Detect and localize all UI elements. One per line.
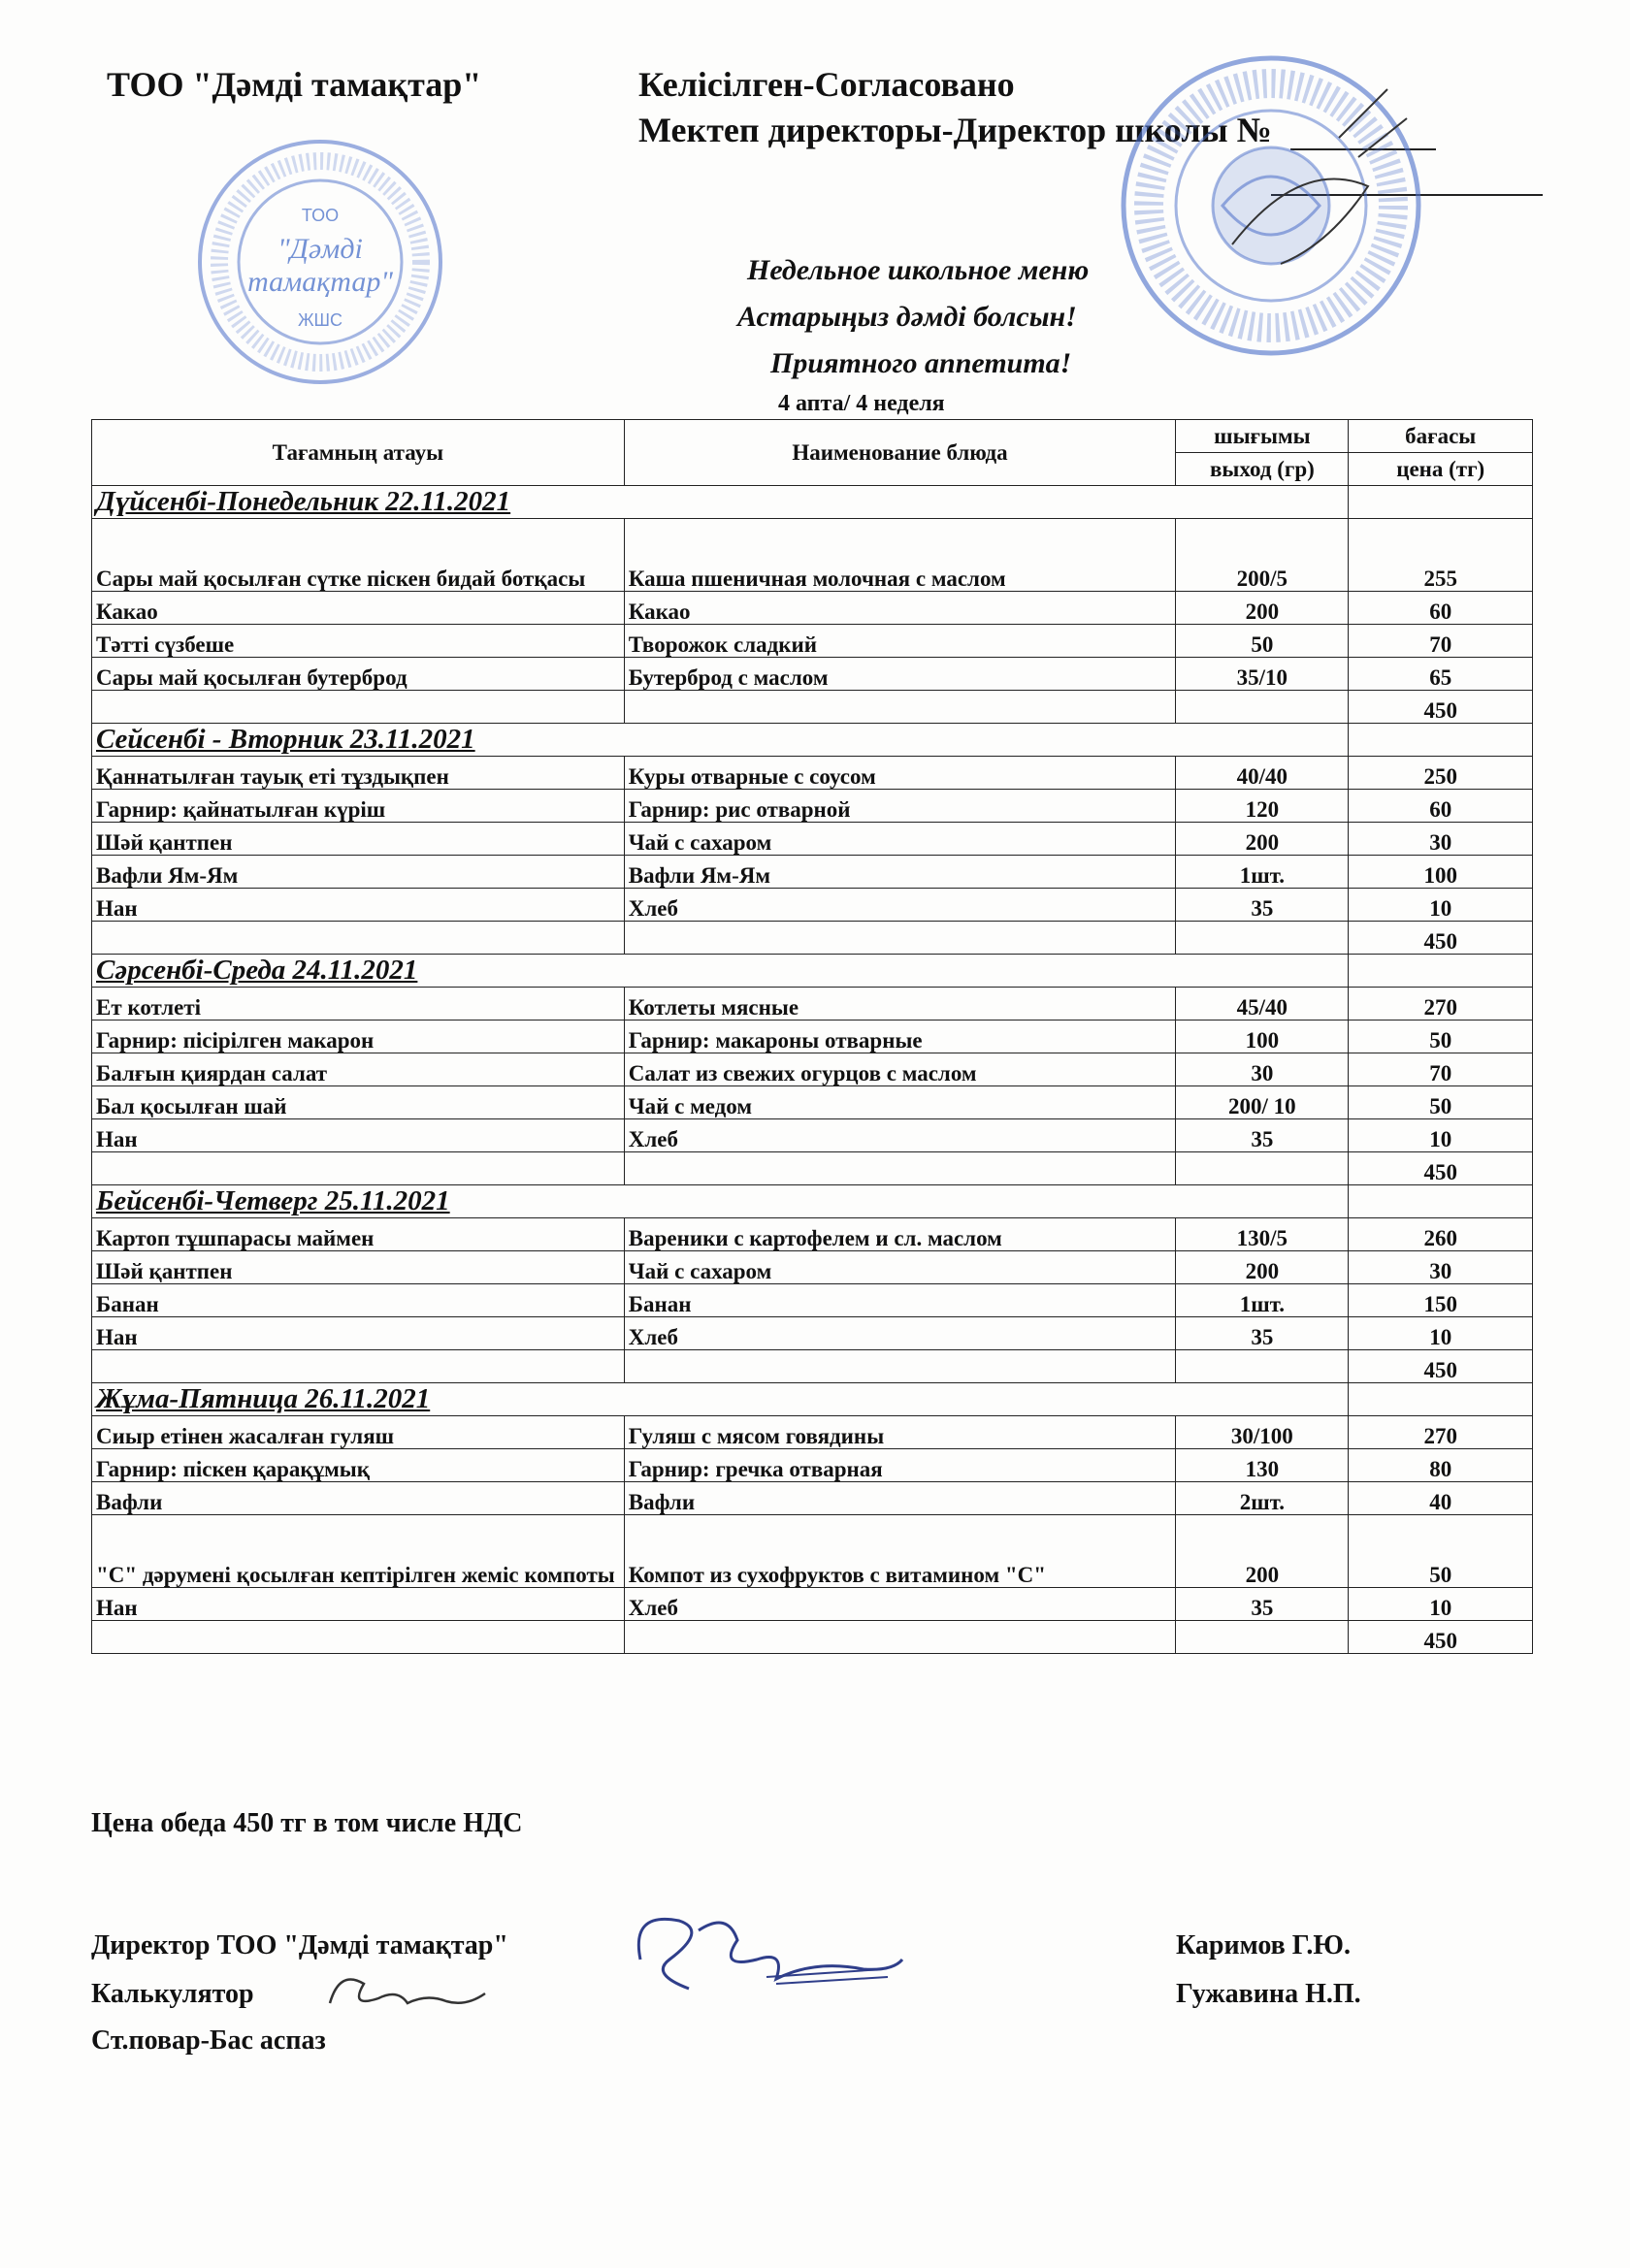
day-name: Бейсенбі-Четверг 25.11.2021 <box>92 1185 1349 1218</box>
stamp-bottom-text: ЖШС <box>297 310 343 330</box>
dish-price: 260 <box>1349 1218 1533 1251</box>
dish-name-ru: Хлеб <box>624 1317 1176 1350</box>
day-name: Жұма-Пятница 26.11.2021 <box>92 1383 1349 1416</box>
dish-yield: 35 <box>1176 1119 1349 1152</box>
total-empty-3 <box>1176 1152 1349 1185</box>
dish-yield: 130/5 <box>1176 1218 1349 1251</box>
day-header-empty <box>1349 1383 1533 1416</box>
table-row <box>92 519 1533 592</box>
dish-name-ru: Гарнир: рис отварной <box>624 790 1176 823</box>
dish-yield: 200/ 10 <box>1176 1086 1349 1119</box>
dish-yield: 45/40 <box>1176 988 1349 1021</box>
dish-yield: 130 <box>1176 1449 1349 1482</box>
dish-yield: 50 <box>1176 625 1349 658</box>
header-col-kz: Тағамның атауы <box>92 420 625 486</box>
table-row <box>92 757 1533 790</box>
dish-name-ru: Хлеб <box>624 1588 1176 1621</box>
day-header-empty <box>1349 486 1533 519</box>
dish-name-kz: Қаннатылған тауық еті тұздықпен <box>92 757 625 790</box>
school-seal-icon <box>1116 50 1426 361</box>
dish-price: 80 <box>1349 1449 1533 1482</box>
dish-name-ru: Вафли Ям-Ям <box>624 856 1176 889</box>
dish-price: 30 <box>1349 1251 1533 1284</box>
menu-table <box>91 419 1533 1654</box>
table-row <box>92 625 1533 658</box>
price-note: Цена обеда 450 тг в том числе НДС <box>91 1808 523 1838</box>
dish-name-ru: Чай с медом <box>624 1086 1176 1119</box>
dish-price: 270 <box>1349 988 1533 1021</box>
day-header-row <box>92 955 1533 988</box>
dish-price: 270 <box>1349 1416 1533 1449</box>
dish-yield: 2шт. <box>1176 1482 1349 1515</box>
dish-yield: 35 <box>1176 889 1349 922</box>
dish-name-ru: Гарнир: гречка отварная <box>624 1449 1176 1482</box>
total-empty-2 <box>624 1152 1176 1185</box>
total-empty-3 <box>1176 1350 1349 1383</box>
total-empty-1 <box>92 922 625 955</box>
approval-director-label: Мектеп директоры-Директор школы № <box>638 111 1272 149</box>
company-stamp <box>194 136 446 388</box>
total-empty-1 <box>92 1152 625 1185</box>
dish-name-ru: Компот из сухофруктов с витамином "С" <box>624 1515 1176 1588</box>
dish-yield: 1шт. <box>1176 1284 1349 1317</box>
stamp-name-line2: тамақтар" <box>247 266 393 298</box>
dish-name-kz: Тәтті сүзбеше <box>92 625 625 658</box>
dish-yield: 35 <box>1176 1588 1349 1621</box>
dish-name-ru: Чай с сахаром <box>624 823 1176 856</box>
table-row <box>92 1449 1533 1482</box>
table-row <box>92 988 1533 1021</box>
dish-name-kz: Ет котлеті <box>92 988 625 1021</box>
table-row <box>92 889 1533 922</box>
dish-name-ru: Салат из свежих огурцов с маслом <box>624 1053 1176 1086</box>
dish-price: 10 <box>1349 1317 1533 1350</box>
dish-price: 50 <box>1349 1086 1533 1119</box>
header-yield-kz: шығымы <box>1176 420 1349 453</box>
day-header-row <box>92 724 1533 757</box>
day-total-row <box>92 922 1533 955</box>
dish-name-kz: Сары май қосылған сүтке піскен бидай ботқасы <box>92 519 625 592</box>
dish-name-kz: Шәй қантпен <box>92 823 625 856</box>
table-row <box>92 1588 1533 1621</box>
calculator-signature-icon <box>320 1964 495 2023</box>
day-total: 450 <box>1349 1621 1533 1654</box>
table-row <box>92 1317 1533 1350</box>
table-row <box>92 1515 1533 1588</box>
dish-price: 30 <box>1349 823 1533 856</box>
calculator-label: Калькулятор <box>91 1979 254 2009</box>
table-row <box>92 856 1533 889</box>
day-name: Сейсенбі - Вторник 23.11.2021 <box>92 724 1349 757</box>
dish-name-kz: Картоп тұшпарасы маймен <box>92 1218 625 1251</box>
day-total-row <box>92 1621 1533 1654</box>
dish-name-kz: "С" дәрумені қосылған кептірілген жеміс компоты <box>92 1515 625 1588</box>
day-name: Сәрсенбі-Среда 24.11.2021 <box>92 955 1349 988</box>
dish-name-ru: Творожок сладкий <box>624 625 1176 658</box>
table-row <box>92 1416 1533 1449</box>
dish-price: 100 <box>1349 856 1533 889</box>
dish-name-kz: Нан <box>92 1317 625 1350</box>
dish-name-ru: Какао <box>624 592 1176 625</box>
dish-name-ru: Хлеб <box>624 889 1176 922</box>
day-total: 450 <box>1349 922 1533 955</box>
dish-name-ru: Каша пшеничная молочная с маслом <box>624 519 1176 592</box>
dish-name-ru: Банан <box>624 1284 1176 1317</box>
wish-kz: Астарыңыз дәмді болсын! <box>737 301 1077 333</box>
dish-price: 10 <box>1349 1588 1533 1621</box>
dish-yield: 35 <box>1176 1317 1349 1350</box>
day-name: Дүйсенбі-Понедельник 22.11.2021 <box>92 486 1349 519</box>
dish-name-kz: Нан <box>92 1119 625 1152</box>
dish-yield: 100 <box>1176 1021 1349 1053</box>
stamp-name-line1: "Дәмді <box>277 233 363 265</box>
day-header-empty <box>1349 1185 1533 1218</box>
dish-name-ru: Вафли <box>624 1482 1176 1515</box>
table-row <box>92 1218 1533 1251</box>
total-empty-2 <box>624 1350 1176 1383</box>
dish-name-ru: Гуляш с мясом говядины <box>624 1416 1176 1449</box>
day-total: 450 <box>1349 1350 1533 1383</box>
dish-name-kz: Гарнир: пісірілген макарон <box>92 1021 625 1053</box>
dish-price: 50 <box>1349 1515 1533 1588</box>
dish-price: 60 <box>1349 790 1533 823</box>
dish-yield: 120 <box>1176 790 1349 823</box>
total-empty-2 <box>624 691 1176 724</box>
dish-price: 255 <box>1349 519 1533 592</box>
week-label: 4 апта/ 4 неделя <box>778 391 945 416</box>
dish-name-kz: Сары май қосылған бутерброд <box>92 658 625 691</box>
menu-title: Недельное школьное меню <box>747 254 1090 286</box>
dish-name-kz: Вафли Ям-Ям <box>92 856 625 889</box>
dish-yield: 40/40 <box>1176 757 1349 790</box>
calculator-name: Гужавина Н.П. <box>1176 1979 1361 2009</box>
total-empty-3 <box>1176 1621 1349 1654</box>
dish-yield: 200/5 <box>1176 519 1349 592</box>
dish-price: 10 <box>1349 889 1533 922</box>
approval-label: Келісілген-Согласовано <box>638 65 1015 104</box>
company-name: ТОО "Дәмді тамақтар" <box>107 65 482 104</box>
table-row <box>92 1284 1533 1317</box>
dish-name-kz: Гарнир: қайнатылған күріш <box>92 790 625 823</box>
header-price-kz: бағасы <box>1349 420 1533 453</box>
dish-yield: 200 <box>1176 1251 1349 1284</box>
day-header-empty <box>1349 724 1533 757</box>
dish-name-kz: Какао <box>92 592 625 625</box>
director-name: Каримов Г.Ю. <box>1176 1930 1351 1960</box>
day-total-row <box>92 691 1533 724</box>
day-total-row <box>92 1152 1533 1185</box>
dish-name-kz: Гарнир: піскен қарақұмық <box>92 1449 625 1482</box>
dish-name-ru: Хлеб <box>624 1119 1176 1152</box>
dish-price: 250 <box>1349 757 1533 790</box>
total-empty-1 <box>92 691 625 724</box>
dish-name-kz: Шәй қантпен <box>92 1251 625 1284</box>
director-signature-icon <box>621 1901 912 2008</box>
table-row <box>92 658 1533 691</box>
dish-name-ru: Вареники с картофелем и сл. маслом <box>624 1218 1176 1251</box>
dish-name-kz: Банан <box>92 1284 625 1317</box>
day-total: 450 <box>1349 1152 1533 1185</box>
header-col-ru: Наименование блюда <box>624 420 1176 486</box>
dish-name-ru: Гарнир: макароны отварные <box>624 1021 1176 1053</box>
table-row <box>92 1119 1533 1152</box>
school-stamp <box>1116 50 1426 361</box>
dish-yield: 30/100 <box>1176 1416 1349 1449</box>
header-price-ru: цена (тг) <box>1349 453 1533 486</box>
day-total-row <box>92 1350 1533 1383</box>
total-empty-3 <box>1176 691 1349 724</box>
dish-price: 60 <box>1349 592 1533 625</box>
table-header-row <box>92 420 1533 453</box>
table-row <box>92 790 1533 823</box>
dish-price: 10 <box>1349 1119 1533 1152</box>
table-row <box>92 1086 1533 1119</box>
dish-price: 70 <box>1349 625 1533 658</box>
total-empty-2 <box>624 922 1176 955</box>
dish-yield: 35/10 <box>1176 658 1349 691</box>
table-row <box>92 823 1533 856</box>
dish-price: 65 <box>1349 658 1533 691</box>
dish-price: 70 <box>1349 1053 1533 1086</box>
table-row <box>92 1482 1533 1515</box>
dish-yield: 30 <box>1176 1053 1349 1086</box>
dish-name-kz: Сиыр етінен жасалған гуляш <box>92 1416 625 1449</box>
day-header-row <box>92 486 1533 519</box>
day-header-empty <box>1349 955 1533 988</box>
dish-name-ru: Бутерброд с маслом <box>624 658 1176 691</box>
table-row <box>92 592 1533 625</box>
dish-yield: 1шт. <box>1176 856 1349 889</box>
dish-yield: 200 <box>1176 1515 1349 1588</box>
total-empty-1 <box>92 1350 625 1383</box>
table-row <box>92 1251 1533 1284</box>
dish-name-kz: Бал қосылған шай <box>92 1086 625 1119</box>
dish-name-ru: Котлеты мясные <box>624 988 1176 1021</box>
day-header-row <box>92 1185 1533 1218</box>
day-header-row <box>92 1383 1533 1416</box>
wish-ru: Приятного аппетита! <box>770 347 1072 379</box>
cook-label: Ст.повар-Бас аспаз <box>91 2025 326 2056</box>
total-empty-1 <box>92 1621 625 1654</box>
day-total: 450 <box>1349 691 1533 724</box>
stamp-top-text: ТОО <box>301 206 340 225</box>
director-label: Директор ТОО "Дәмді тамақтар" <box>91 1930 508 1960</box>
dish-price: 40 <box>1349 1482 1533 1515</box>
total-empty-2 <box>624 1621 1176 1654</box>
dish-yield: 200 <box>1176 592 1349 625</box>
dish-name-ru: Чай с сахаром <box>624 1251 1176 1284</box>
table-row <box>92 1021 1533 1053</box>
dish-name-kz: Вафли <box>92 1482 625 1515</box>
dish-name-kz: Нан <box>92 1588 625 1621</box>
header-yield-ru: выход (гр) <box>1176 453 1349 486</box>
dish-yield: 200 <box>1176 823 1349 856</box>
table-row <box>92 1053 1533 1086</box>
dish-name-kz: Балғын қиярдан салат <box>92 1053 625 1086</box>
dish-price: 150 <box>1349 1284 1533 1317</box>
dish-price: 50 <box>1349 1021 1533 1053</box>
dish-name-kz: Нан <box>92 889 625 922</box>
total-empty-3 <box>1176 922 1349 955</box>
dish-name-ru: Куры отварные с соусом <box>624 757 1176 790</box>
